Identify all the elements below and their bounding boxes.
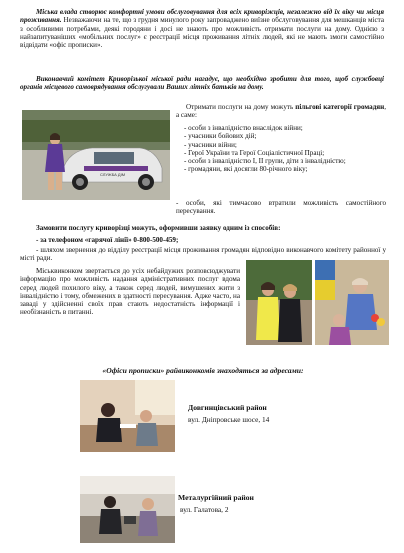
intro-rest: Незважаючи на те, що з грудня минулого року запроваджено виїзне обслуговування для мешканців міста з особливими потребами, деякі городяни і досі не знають про можливість отримати послуги на дому. Однією з найзапитуваніших «мобільних послуг» є реєстрації місця проживання літніх людей, які не мають змоги самостійно відвідати «офіс прописки». [20, 16, 384, 50]
photo-office-dovhyntsivskyi [80, 380, 175, 452]
photo-service-car [22, 110, 170, 200]
photo-office-metalurhiinyi [80, 476, 175, 543]
order-written: - шляхом звернення до відділу реєстрації місця проживання громадян відповідно виконавчого комітету районної у місті ради. [20, 246, 386, 263]
services-item: - учасники війни; [184, 140, 237, 149]
order-phone-suffix: ; [175, 236, 179, 244]
car-side-text: СЛУЖБА ДІМ [100, 172, 126, 177]
services-list [176, 124, 386, 174]
offices-heading: «Офіси прописки» райвиконкомів знаходяться за адресами: [102, 366, 304, 375]
services-intro-tail: , а саме: [176, 103, 386, 120]
office-district-2: Металургійний район [178, 493, 254, 502]
car-photo-illustration [22, 110, 170, 200]
photo-visit-two-women [246, 260, 312, 345]
services-intro-bold: пільгові категорії громадян [295, 103, 385, 111]
services-item: - громадяни, які досягли 80-річного віку; [184, 165, 308, 174]
services-item: - Герої України та Герої Соціалістичної Праці; [184, 148, 325, 157]
order-heading: Замовити послугу криворізці можуть, оформивши заявку одним із способів: [36, 224, 281, 232]
order-phone-prefix: - за телефоном «гарячої лінії» [36, 236, 134, 244]
photo-visit-elderly [315, 260, 389, 345]
order-phone-line [36, 236, 386, 244]
office1-photo-illustration [80, 380, 175, 452]
hotline-phone: 0-800-500-459 [133, 236, 176, 244]
services-item: - особи з інвалідністю внаслідок війни; [184, 124, 303, 132]
services-item: - учасники бойових дій; [184, 132, 257, 141]
reminder-paragraph: Виконавчий комітет Криворізької міської ради нагадує, що необхідно зробити для того, щоб службовці органів місцевого самоврядування обслугували Ваших літніх батьків на дому. [20, 75, 384, 92]
intro-paragraph [20, 8, 384, 49]
office-address-1: вул. Дніпровське шосе, 14 [188, 415, 270, 424]
appeal-paragraph: Міськвиконком звертається до усіх небайдужих розповсюджувати інформацію про можливість надання адміністративних послуг вдома серед людей похилого віку, а також серед людей, вимушених жити з інвалідністю і тому, обмежених в здатності пересування. Адже часто, на заваді у здійсненні своїх прав стають недостатність інформації і необізнаність в питанні. [20, 267, 240, 317]
intro-lead: Міська влада створює комфортні умови обслуговування для всіх криворіжців, незалежно від їх віку чи місця проживання. [20, 8, 384, 25]
visit-photo-illustration [246, 260, 312, 345]
services-intro [176, 103, 386, 120]
services-item: - особи з інвалідністю I, II групи, діти з інвалідністю; [184, 157, 346, 166]
services-item-last: - особи, які тимчасово втратили можливість самостійного пересування. [176, 199, 386, 216]
office-address-2: вул. Галатова, 2 [180, 505, 229, 514]
elderly-photo-illustration [315, 260, 389, 345]
office2-photo-illustration [80, 476, 175, 543]
office-district-1: Довгинцівський район [188, 403, 267, 412]
services-intro-plain: Отримати послуги на дому можуть [186, 103, 296, 111]
